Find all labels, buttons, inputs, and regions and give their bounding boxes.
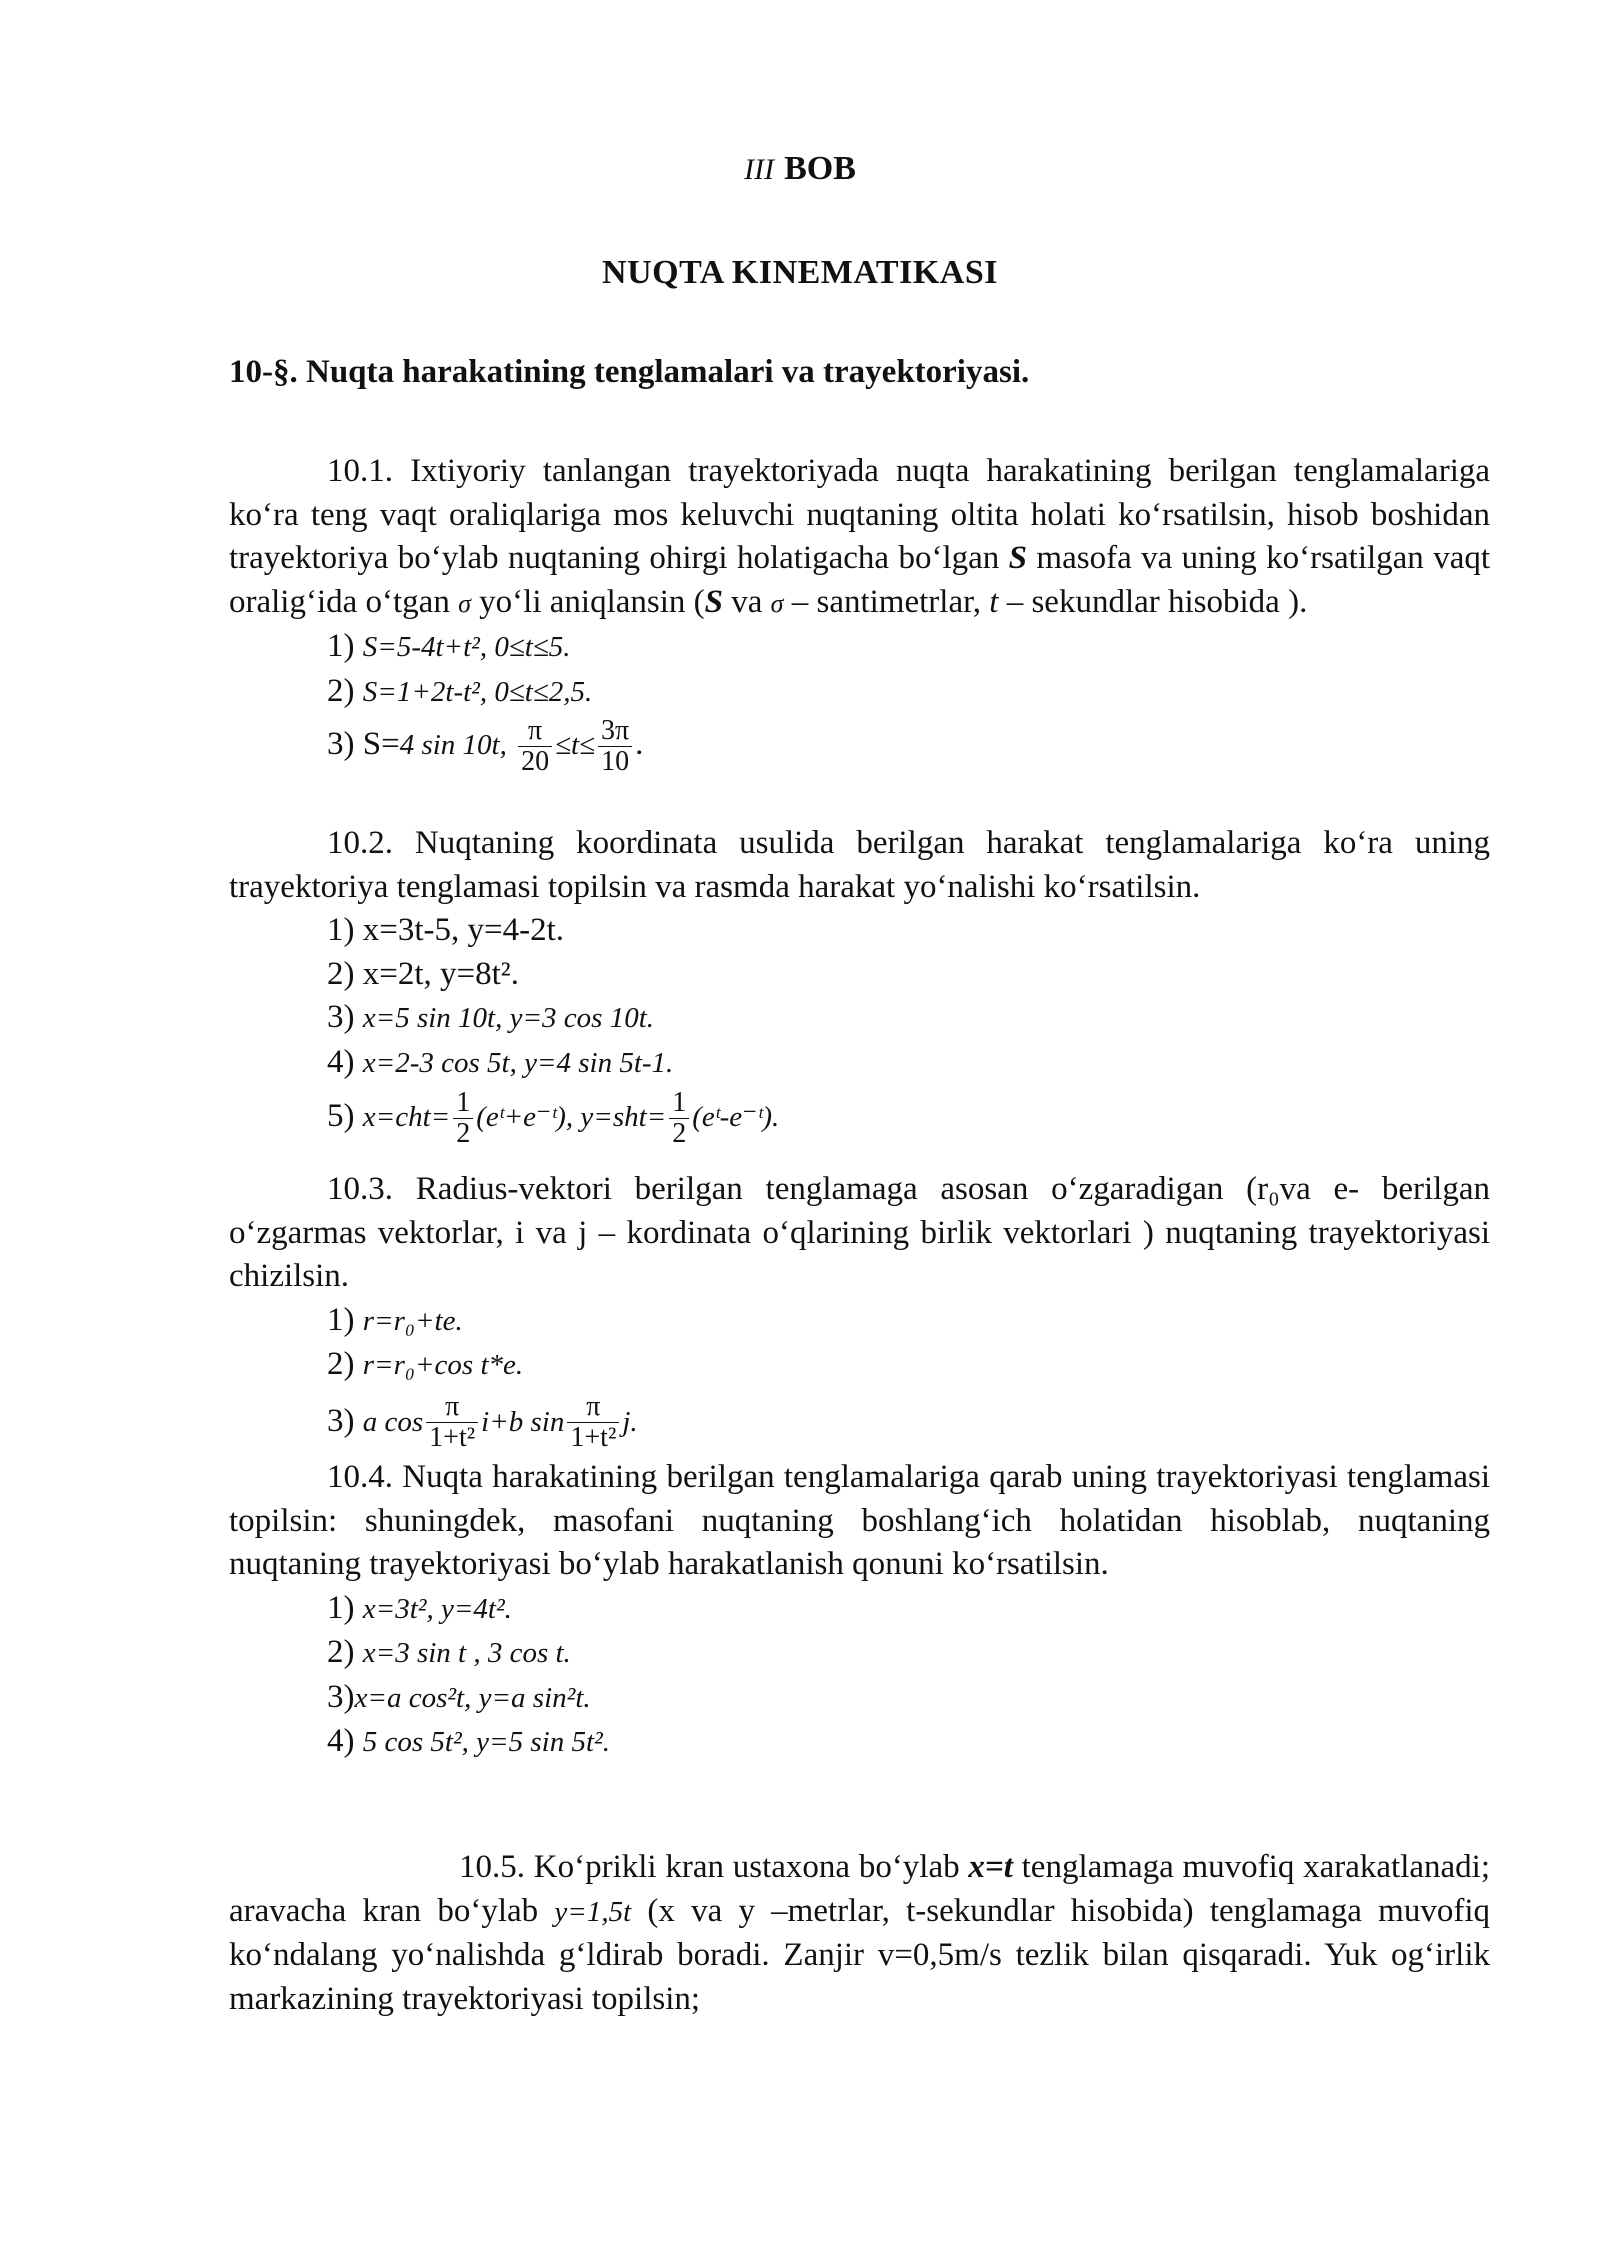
equation: 5 cos 5t², y=5 sin 5t². xyxy=(362,1726,610,1758)
problem-10-1 xyxy=(229,450,1490,777)
equation: r=r₀+te. xyxy=(362,1304,463,1337)
equation: x=3t², y=4t². xyxy=(362,1592,512,1625)
fraction xyxy=(669,1088,689,1149)
problem-10-2 xyxy=(229,822,1490,1149)
denominator: 1+t² xyxy=(570,1422,617,1454)
equation: x=3t-5, y=4-2t. xyxy=(362,912,565,948)
symbol-t: t xyxy=(989,583,999,620)
problem-text xyxy=(229,450,1490,625)
chapter-heading xyxy=(0,150,1600,188)
symbol-sigma: σ xyxy=(770,588,784,618)
item-number: 1) xyxy=(327,912,355,948)
equation: S=5-4t+t², 0≤t≤5. xyxy=(362,631,571,663)
problem-number: 10.2. xyxy=(327,825,393,861)
text-part: masofa va uning ko‘rsatilgan vaqt oralig‘ida o‘tgan xyxy=(229,540,1491,620)
fraction xyxy=(426,1392,478,1453)
item-number: 3) xyxy=(327,726,355,762)
chapter-number: III xyxy=(744,153,775,186)
item-number: 3) xyxy=(327,1402,355,1439)
equation: S=1+2t-t², 0≤t≤2,5. xyxy=(362,675,593,708)
chapter-label: BOB xyxy=(784,150,856,187)
equation-item xyxy=(229,1343,1490,1388)
equation: x=t xyxy=(968,1849,1013,1885)
fraction xyxy=(598,716,632,777)
text-part: – santimetrlar, xyxy=(783,583,990,620)
text-part: Radius-vektori berilgan tenglamaga asosan o‘zgaradigan (r₀va e- berilgan o‘zgarmas vektorlar, i va j – kordinata o‘qlarining birlik vektorlari ) nuqtaning trayektoriyasi chizilsin. xyxy=(229,1171,1491,1294)
item-number: 4) xyxy=(327,1043,355,1080)
equation-item xyxy=(229,1299,1490,1344)
equation-part: ≤t≤ xyxy=(555,729,596,761)
equation: 4 sin 10t, xyxy=(399,729,507,761)
equation-item xyxy=(229,1676,1490,1721)
denominator: 20 xyxy=(521,745,550,777)
section-heading: 10-§. Nuqta harakatining tenglamalari va trayektoriyasi. xyxy=(229,354,1030,390)
text-part: Nuqtaning koordinata usulida berilgan harakat tenglamalariga ko‘ra uning trayektoriya tenglamasi topilsin va rasmda harakat yo‘nalishi ko‘rsatilsin. xyxy=(229,825,1491,905)
numerator: π xyxy=(426,1392,478,1423)
problem-text xyxy=(229,1168,1490,1299)
fraction xyxy=(518,716,552,777)
problem-10-3 xyxy=(229,1168,1490,1455)
equation: x=3 sin t , 3 cos t. xyxy=(362,1637,571,1669)
item-number: 4) xyxy=(327,1723,355,1759)
equation-item xyxy=(229,1085,1490,1149)
equation-part: x=cht= xyxy=(362,1101,451,1133)
numerator: π xyxy=(518,716,552,747)
equation-part: (eᵗ+e⁻ᵗ), y=sht= xyxy=(476,1101,667,1133)
denominator: 10 xyxy=(601,745,630,777)
equation-part: j. xyxy=(622,1405,638,1438)
problem-number: 10.4. xyxy=(327,1459,393,1495)
equation-item xyxy=(229,1388,1490,1455)
text-part: (x va y –metrlar, t-sekundlar hisobida) tenglamaga muvofiq ko‘ndalang yo‘nalishda g‘ldirab boradi. Zanjir v=0,5m/s tezlik bilan qisqaradi. Yuk og‘irlik markazining trayektoriyasi topilsin; xyxy=(229,1892,1491,2017)
equation-item xyxy=(229,1720,1490,1765)
equation-item xyxy=(229,670,1490,715)
equation-item xyxy=(229,714,1490,777)
equation-part: a cos xyxy=(362,1405,424,1438)
item-number: 3) xyxy=(327,1678,355,1715)
item-number: 1) xyxy=(327,628,355,664)
equation-item xyxy=(229,909,1490,953)
text-part: tenglamaga muvofiq xarakatlanadi; aravacha kran bo‘ylab xyxy=(229,1849,1490,1929)
item-number: 2) xyxy=(327,1634,355,1670)
text-part: Nuqta harakatining berilgan tenglamalariga qarab uning trayektoriyasi tenglamasi topilsin: shuningdek, masofani nuqtaning boshlang‘ich holatidan hisoblab, nuqtaning nuqtaning trayektoriyasi bo‘ylab harakatlanish qonuni ko‘rsatilsin. xyxy=(229,1459,1490,1582)
problem-text xyxy=(229,1846,1490,2021)
text-part: – sekundlar hisobida ). xyxy=(998,583,1308,620)
text-part: Ixtiyoriy tanlangan trayektoriyada nuqta harakatining berilgan tenglamalariga ko‘ra teng vaqt oraliqlariga mos keluvchi nuqtaning oltita holati ko‘rsatilsin, hisob boshidan trayektoriya bo‘ylab nuqtaning ohirgi holatigacha bo‘lgan xyxy=(229,453,1491,576)
equation: y=1,5t xyxy=(554,1895,632,1928)
equation-item xyxy=(229,1041,1490,1086)
denominator: 2 xyxy=(672,1117,687,1149)
equation-item xyxy=(229,1587,1490,1632)
item-number: 2) xyxy=(327,672,355,709)
item-number: 3) xyxy=(327,999,355,1035)
equation-item xyxy=(229,953,1490,997)
item-number: 1) xyxy=(327,1301,355,1338)
fraction xyxy=(567,1392,619,1453)
text-part: Ko‘prikli kran ustaxona bo‘ylab xyxy=(533,1849,969,1885)
problem-number: 10.1. xyxy=(327,453,393,489)
problem-10-5 xyxy=(229,1846,1490,2021)
equation: x=a cos²t, y=a sin²t. xyxy=(354,1681,591,1714)
symbol-sigma: σ xyxy=(458,588,471,618)
item-number: 2) xyxy=(327,1346,355,1382)
equation: x=2-3 cos 5t, y=4 sin 5t-1. xyxy=(362,1046,674,1079)
item-number: 1) xyxy=(327,1589,355,1626)
equation-item xyxy=(229,996,1490,1041)
equation-item xyxy=(229,1631,1490,1676)
equation: x=5 sin 10t, y=3 cos 10t. xyxy=(362,1002,654,1034)
problem-10-4 xyxy=(229,1456,1490,1765)
numerator: π xyxy=(567,1392,619,1423)
equation-part: (eᵗ-e⁻ᵗ). xyxy=(692,1101,780,1133)
text-part: yo‘li aniqlansin ( xyxy=(470,583,705,620)
item-number: 2) xyxy=(327,955,355,992)
symbol-s: S xyxy=(704,583,723,620)
problem-number: 10.3. xyxy=(327,1171,393,1207)
equation: r=r₀+cos t*e. xyxy=(362,1349,524,1381)
equation-prefix: S= xyxy=(362,726,400,762)
equation-item xyxy=(229,625,1490,670)
problem-text xyxy=(229,1456,1490,1587)
symbol-s: S xyxy=(1008,540,1028,576)
numerator: 3π xyxy=(598,716,632,747)
equation-part: i+b sin xyxy=(481,1405,565,1438)
equation: x=2t, y=8t². xyxy=(362,955,519,992)
text-part: va xyxy=(731,583,771,620)
denominator: 1+t² xyxy=(429,1422,476,1454)
item-number: 5) xyxy=(327,1098,355,1134)
fraction xyxy=(453,1088,473,1149)
denominator: 2 xyxy=(456,1117,471,1149)
problem-text xyxy=(229,822,1490,909)
problem-number: 10.5. xyxy=(459,1849,525,1885)
numerator: 1 xyxy=(669,1088,689,1119)
chapter-title: NUQTA KINEMATIKASI xyxy=(602,254,998,291)
numerator: 1 xyxy=(453,1088,473,1119)
equation-end: . xyxy=(635,726,644,762)
